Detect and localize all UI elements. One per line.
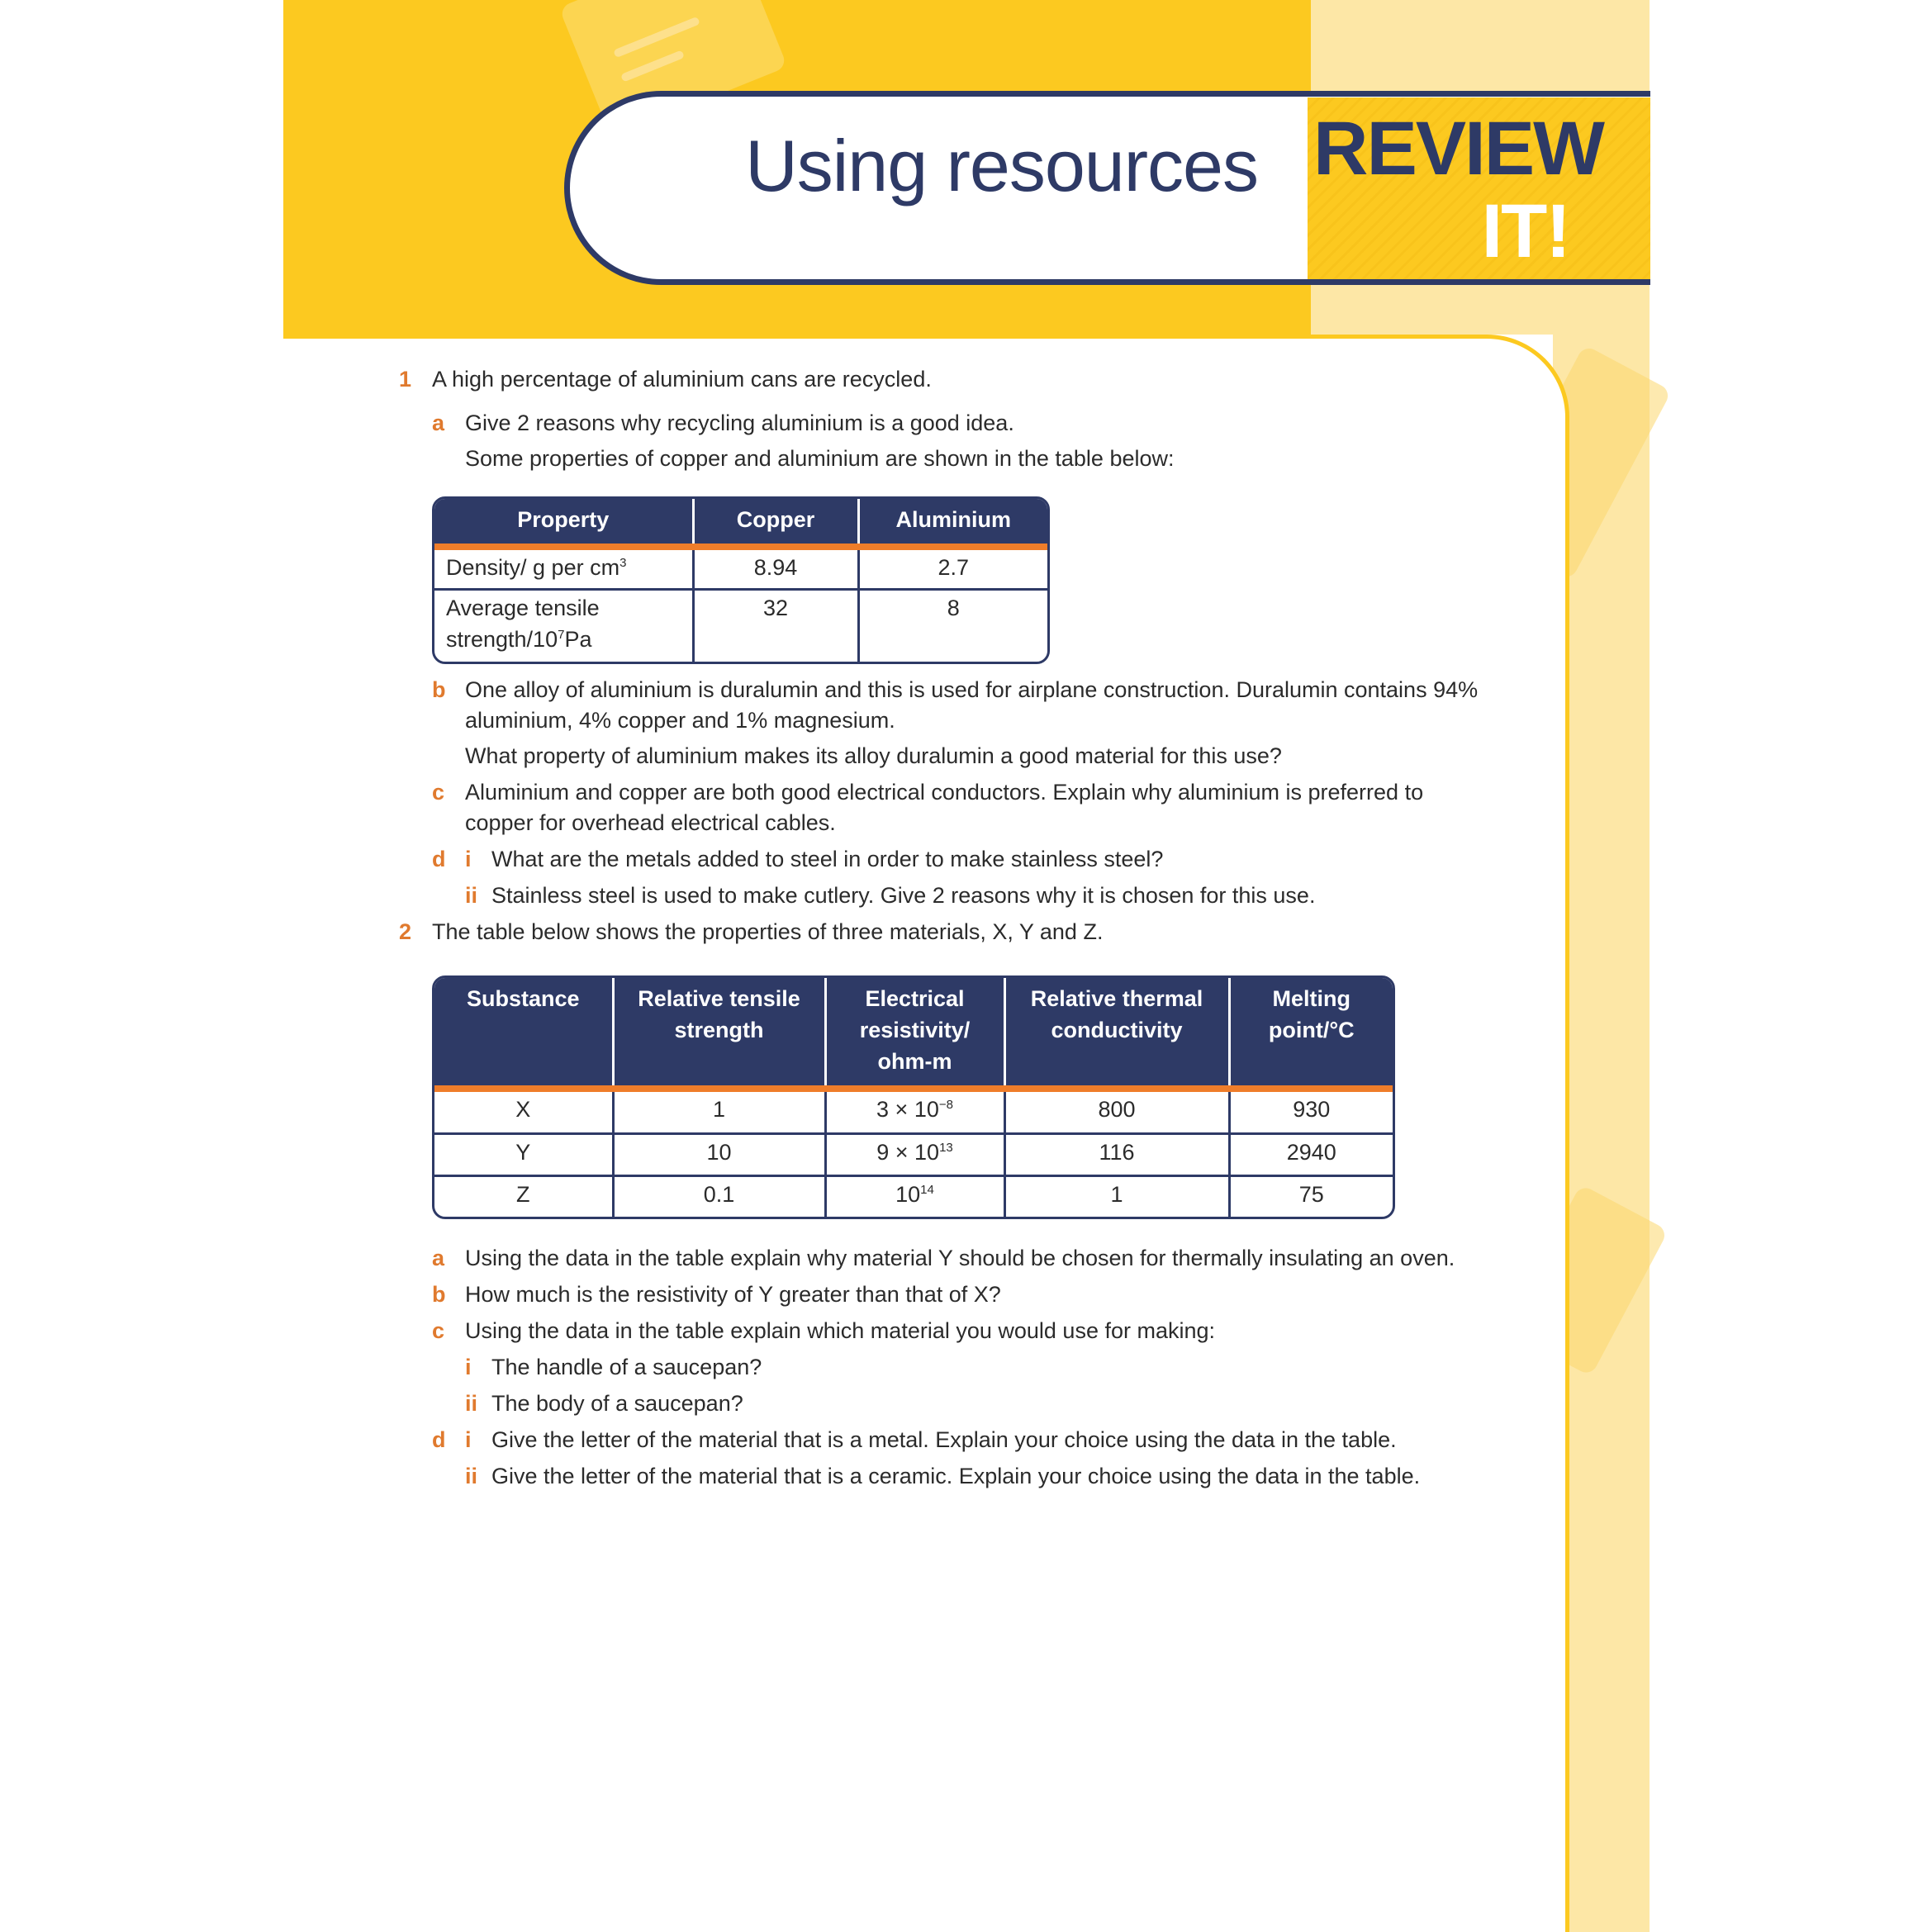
subpart-label: ii: [465, 1391, 478, 1416]
part-text: What property of aluminium makes its alloy duralumin a good material for this use?: [465, 743, 1282, 768]
table-cell: 8.94: [693, 547, 858, 589]
table-cell: Average tensile strength/$10^7Pa$: [434, 589, 693, 662]
part-text: copper for overhead electrical cables.: [465, 810, 836, 835]
table-cell: 8: [858, 589, 1047, 662]
subpart-label: i: [465, 1427, 472, 1452]
table-cell: Density/ g per $cm^3$: [434, 547, 693, 589]
part-label: c: [432, 1318, 445, 1343]
part-text: One alloy of aluminium is duralumin and this is used for airplane construction. Duralumin contains 94%: [465, 677, 1479, 702]
table-header: Substance: [434, 978, 613, 1089]
table-cell: X: [434, 1089, 613, 1133]
question-text: A high percentage of aluminium cans are recycled.: [432, 367, 932, 392]
it-label: IT!: [1481, 189, 1569, 273]
table-header: Aluminium: [858, 499, 1047, 547]
materials-table: [432, 975, 1395, 1219]
table-header: Relative thermal conductivity: [1004, 978, 1229, 1089]
part-text: The body of a saucepan?: [491, 1391, 743, 1416]
table-cell: 32: [693, 589, 858, 662]
part-text: Give the letter of the material that is a ceramic. Explain your choice using the data in the table.: [491, 1464, 1421, 1488]
part-label: c: [432, 780, 445, 805]
table-row: [434, 1133, 1393, 1175]
part-text: Using the data in the table explain why material Y should be chosen for thermally insulating an oven.: [465, 1246, 1455, 1270]
table-row: [434, 1089, 1393, 1133]
table-cell: $9 \times 10^{13}$: [825, 1133, 1004, 1175]
question-text: The table below shows the properties of three materials, X, Y and Z.: [432, 919, 1104, 944]
table-cell: 1: [1004, 1175, 1229, 1217]
part-label: b: [432, 677, 446, 702]
question-number: 2: [399, 919, 412, 944]
part-text: The handle of a saucepan?: [491, 1355, 762, 1379]
table-header: Electrical resistivity/ ohm-m: [825, 978, 1004, 1089]
table-cell: 1: [613, 1089, 825, 1133]
page-title: Using resources: [745, 125, 1258, 206]
part-text: Some properties of copper and aluminium are shown in the table below:: [465, 446, 1175, 471]
part-text: aluminium, 4% copper and 1% magnesium.: [465, 708, 895, 733]
table-cell: 75: [1229, 1175, 1393, 1217]
table-row: [434, 547, 1047, 589]
part-text: Aluminium and copper are both good electrical conductors. Explain why aluminium is preferred to: [465, 780, 1424, 805]
part-label: b: [432, 1282, 446, 1307]
table-cell: Z: [434, 1175, 613, 1217]
table-cell: Y: [434, 1133, 613, 1175]
part-label: a: [432, 411, 445, 435]
table-cell: 0.1: [613, 1175, 825, 1217]
part-text: How much is the resistivity of Y greater than that of X?: [465, 1282, 1001, 1307]
subpart-label: ii: [465, 1464, 478, 1488]
question-number: 1: [399, 367, 412, 392]
part-text: What are the metals added to steel in order to make stainless steel?: [491, 847, 1164, 871]
table-cell: 10: [613, 1133, 825, 1175]
table-cell: 116: [1004, 1133, 1229, 1175]
part-label: d: [432, 1427, 446, 1452]
table-cell: 2940: [1229, 1133, 1393, 1175]
part-text: Give 2 reasons why recycling aluminium is a good idea.: [465, 411, 1014, 435]
table-cell: $10^{14}$: [825, 1175, 1004, 1217]
part-text: Using the data in the table explain which material you would use for making:: [465, 1318, 1216, 1343]
part-text: Stainless steel is used to make cutlery. Give 2 reasons why it is chosen for this use.: [491, 883, 1316, 908]
part-text: Give the letter of the material that is a metal. Explain your choice using the data in the table.: [491, 1427, 1397, 1452]
properties-table: [432, 496, 1050, 664]
subpart-label: i: [465, 847, 472, 871]
table-header: Property: [434, 499, 693, 547]
table-row: [434, 589, 1047, 662]
table-cell: 930: [1293, 1097, 1331, 1122]
subpart-label: ii: [465, 883, 478, 908]
part-label: a: [432, 1246, 445, 1270]
part-label: d: [432, 847, 446, 871]
table-row: [434, 1175, 1393, 1217]
table-cell: 2.7: [938, 555, 970, 581]
table-header: Copper: [693, 499, 858, 547]
table-header: Melting point/°C: [1229, 978, 1393, 1089]
review-label: REVIEW: [1313, 107, 1603, 191]
table-header: Relative tensile strength: [613, 978, 825, 1089]
table-cell: 800: [1004, 1089, 1229, 1133]
subpart-label: i: [465, 1355, 472, 1379]
table-cell: $3 \times 10^{-8}$: [825, 1089, 1004, 1133]
